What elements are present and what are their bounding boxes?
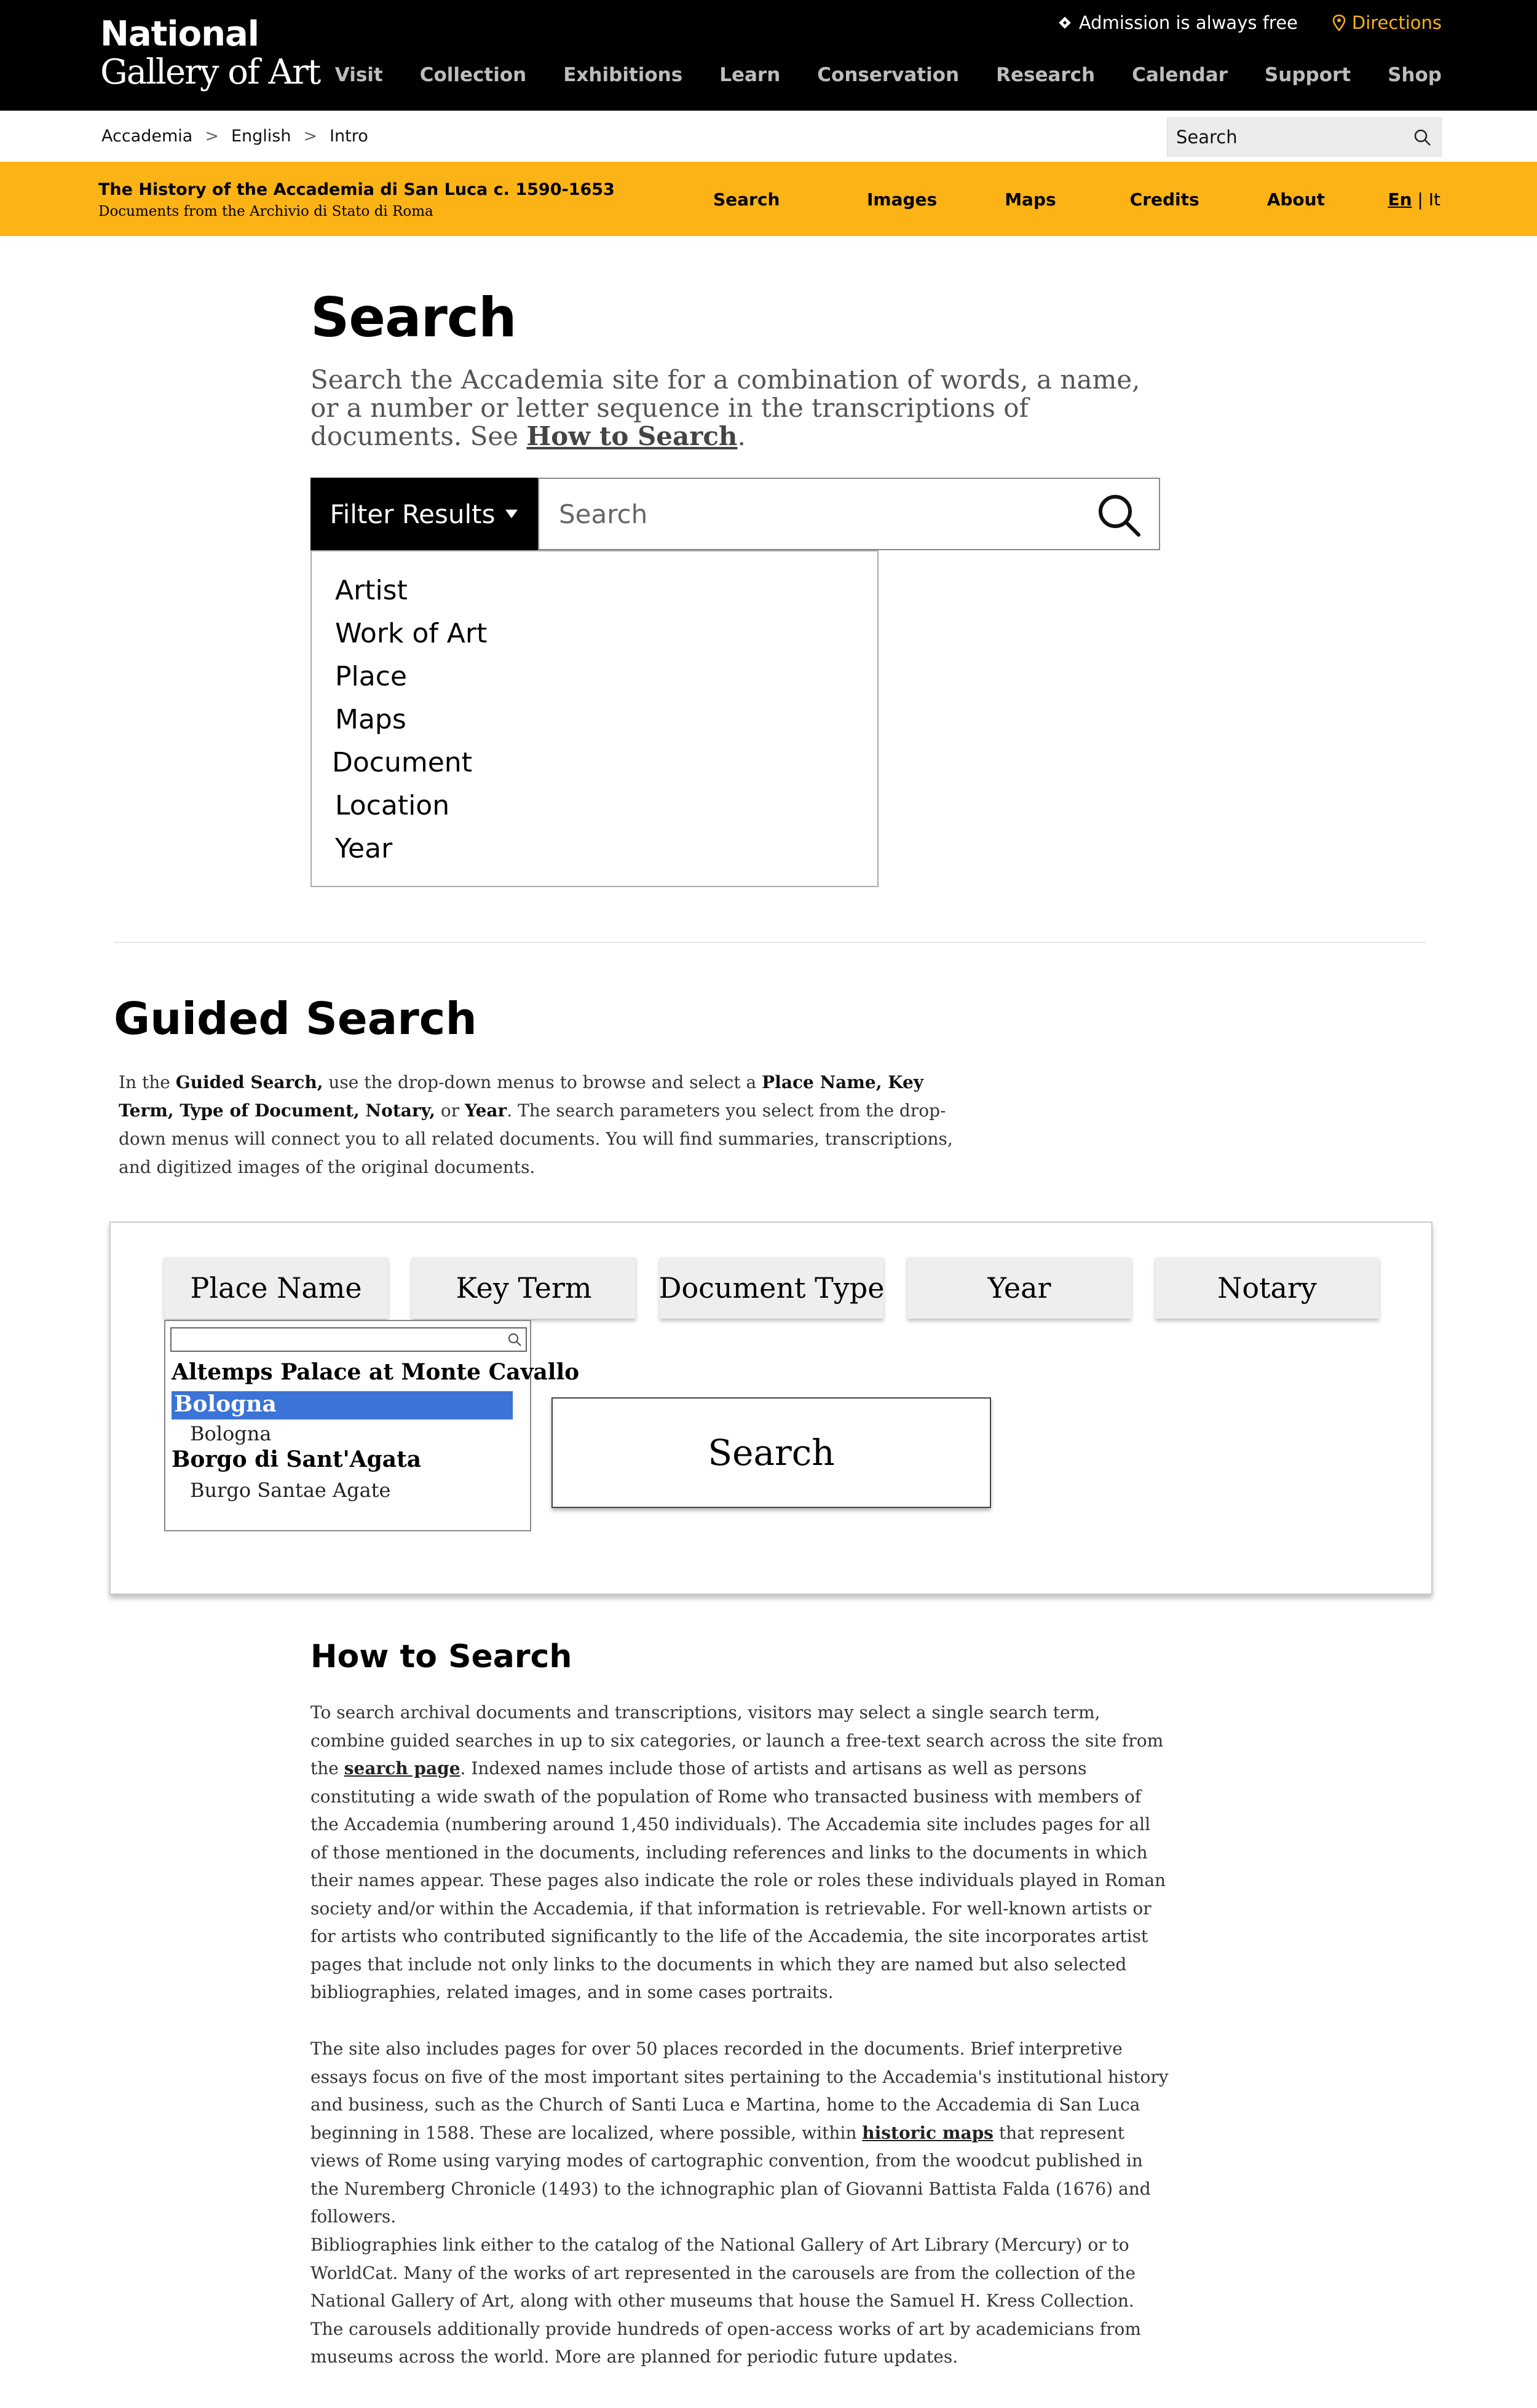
project-nav-credits[interactable]: Credits	[1129, 189, 1199, 210]
place-name-dropdown	[164, 1320, 580, 1531]
ticket-icon	[1057, 15, 1073, 31]
admission-label: Admission is always free	[1078, 12, 1298, 33]
search-page-link[interactable]: search page	[344, 1758, 460, 1778]
tab-year[interactable]: Year	[907, 1257, 1131, 1319]
how-to-search-paragraph-3: Bibliographies link either to the catalog of the National Gallery of Art Library (Mercury) or to WorldCat. Many of the works of art represented in the carousels are from the collection of the National Gallery of Art, along with other museums that house the Samuel H. Kress Collection. The carousels additionally provide hundreds of open-access works of art by academicians from museums across the world. More are planned for periodic future updates.	[310, 2235, 1141, 2367]
tab-place-name[interactable]: Place Name	[164, 1257, 388, 1319]
breadcrumb-separator: >	[205, 127, 219, 146]
project-nav-maps[interactable]: Maps	[1005, 189, 1056, 210]
place-filter-input[interactable]	[170, 1327, 527, 1352]
lang-en[interactable]: En	[1388, 189, 1412, 210]
directions-label: Directions	[1351, 12, 1442, 33]
guided-search-button[interactable]: Search	[551, 1397, 991, 1508]
how-text: The site also includes pages for over 50 places recorded in the documents. Brief interpretive essays focus on five of the most important sites pertaining to the Accademia's institutional history and business, such as the Church of Santi Luca e Martina, home to the Accademia di San Luca beginning in 1588. These are localized, where possible, within	[310, 2039, 1169, 2143]
search-intro	[310, 366, 1147, 451]
how-text: . Indexed names include those of artists and artisans as well as persons constituting a wide swath of the population of Rome who transacted business with members of the Accademia (numbering around 1,450 individuals). The Accademia site includes pages for all of those mentioned in the documents, including references and links to the documents in which their names appear. These pages also indicate the role or roles these individuals played in Roman society and/or within the Accademia, if that information is retrievable. For well-known artists or for artists who contributed significantly to the life of the Accademia, the site incorporates artist pages that include not only links to the documents in which they are named but also selected bibliographies, related images, and in some cases portraits.	[310, 1758, 1166, 2002]
nav-shop[interactable]: Shop	[1388, 64, 1442, 86]
filter-place[interactable]: Place	[335, 661, 407, 692]
tab-key-term[interactable]: Key Term	[412, 1257, 636, 1319]
project-subtitle: Documents from the Archivio di Stato di Roma	[98, 203, 433, 219]
breadcrumb-english[interactable]: English	[231, 127, 291, 146]
page-title: Search	[310, 286, 516, 349]
utility-links	[1057, 12, 1442, 33]
filter-artist[interactable]: Artist	[335, 575, 408, 606]
filter-results-button[interactable]	[310, 478, 538, 550]
main-search	[538, 478, 1160, 550]
how-text: that represent views of Rome using varying modes of cartographic convention, from the woodcut published in the Nuremberg Chronicle (1493) to the ichnographic plan of Giovanni Battista Falda (1676) and followers.	[310, 2122, 1151, 2227]
filter-results-label: Filter Results	[330, 499, 496, 529]
nav-conservation[interactable]: Conservation	[817, 64, 960, 86]
place-option-variant[interactable]: Burgo Santae Agate	[190, 1478, 391, 1502]
nav-collection[interactable]: Collection	[419, 64, 527, 86]
how-text: To search archival documents and transcriptions, visitors may select a single search term, combine guided searches in up to six categories, or launch a free-text search across the site from the	[310, 1702, 1164, 1778]
place-option[interactable]: Borgo di Sant'Agata	[172, 1447, 422, 1472]
guided-text-bold: Guided Search,	[175, 1072, 323, 1092]
logo-line2: Gallery of Art	[100, 52, 320, 92]
breadcrumb-intro[interactable]: Intro	[330, 127, 368, 146]
filter-location[interactable]: Location	[335, 790, 450, 821]
language-switcher	[1388, 189, 1440, 210]
nav-exhibitions[interactable]: Exhibitions	[563, 64, 683, 86]
breadcrumb-accademia[interactable]: Accademia	[101, 127, 193, 146]
project-title[interactable]: The History of the Accademia di San Luca c. 1590-1653	[98, 180, 615, 199]
tab-notary[interactable]: Notary	[1155, 1257, 1379, 1319]
admission-link[interactable]	[1057, 12, 1298, 33]
search-icon[interactable]	[1096, 492, 1142, 538]
how-to-search-paragraph-1	[310, 1699, 1171, 2007]
caret-down-icon	[504, 508, 519, 519]
directions-link[interactable]	[1332, 12, 1442, 33]
place-option[interactable]: Altemps Palace at Monte Cavallo	[172, 1359, 580, 1385]
project-nav: Search Images Maps Credits About	[713, 189, 1325, 210]
nav-support[interactable]: Support	[1264, 64, 1351, 86]
place-option-variant[interactable]: Bologna	[190, 1422, 272, 1445]
filter-maps[interactable]: Maps	[335, 704, 406, 735]
site-header	[0, 0, 1537, 111]
place-option-selected[interactable]: Bologna	[172, 1391, 513, 1419]
nav-learn[interactable]: Learn	[719, 64, 781, 86]
logo-line1: National	[100, 14, 259, 54]
lang-separator: |	[1412, 189, 1429, 210]
search-icon[interactable]	[1413, 128, 1432, 148]
guided-text: or	[435, 1100, 465, 1121]
project-nav-about[interactable]: About	[1266, 189, 1325, 210]
filter-year[interactable]: Year	[335, 833, 393, 864]
breadcrumb	[101, 127, 368, 146]
site-search-input[interactable]	[1168, 118, 1389, 156]
guided-search-description	[119, 1068, 979, 1182]
search-intro-text: Search the Accademia site for a combination of words, a name, or a number or letter sequence in the transcriptions of documents. See	[310, 365, 1140, 451]
how-to-search-title: How to Search	[310, 1638, 572, 1675]
main-nav	[335, 64, 1442, 86]
site-search	[1167, 117, 1442, 157]
how-to-search-paragraph-2	[310, 2035, 1171, 2231]
section-divider	[114, 942, 1426, 943]
filter-work-of-art[interactable]: Work of Art	[335, 618, 488, 649]
filter-dropdown	[310, 550, 879, 887]
guided-text: . The search parameters you select from the drop-down menus will connect you to all related documents. You will find summaries, transcriptions, and digitized images of the original documents.	[119, 1100, 953, 1177]
historic-maps-link[interactable]: historic maps	[862, 2122, 994, 2143]
nav-research[interactable]: Research	[996, 64, 1096, 86]
breadcrumb-bar	[0, 111, 1537, 162]
nga-logo[interactable]	[100, 15, 320, 92]
guided-text-bold: Place Name, Key Term, Type of Document, Notary,	[119, 1072, 924, 1121]
tab-document-type[interactable]: Document Type	[660, 1257, 883, 1319]
nav-visit[interactable]: Visit	[334, 64, 383, 86]
filter-document[interactable]: Document	[332, 747, 472, 778]
guided-search-title: Guided Search	[114, 993, 477, 1044]
lang-it[interactable]: It	[1428, 189, 1440, 210]
main-search-input[interactable]	[539, 479, 1062, 549]
search-icon	[507, 1332, 522, 1347]
breadcrumb-separator: >	[303, 127, 318, 146]
guided-text: use the drop-down menus to browse and select a	[323, 1072, 762, 1092]
guided-text-bold: Year	[465, 1100, 507, 1121]
search-intro-end: .	[737, 421, 746, 451]
project-nav-images[interactable]: Images	[867, 189, 938, 210]
project-bar	[0, 162, 1537, 236]
guided-text: In the	[119, 1072, 176, 1092]
how-to-search-link[interactable]: How to Search	[526, 421, 738, 451]
location-pin-icon	[1332, 14, 1346, 31]
nav-calendar[interactable]: Calendar	[1132, 64, 1228, 86]
